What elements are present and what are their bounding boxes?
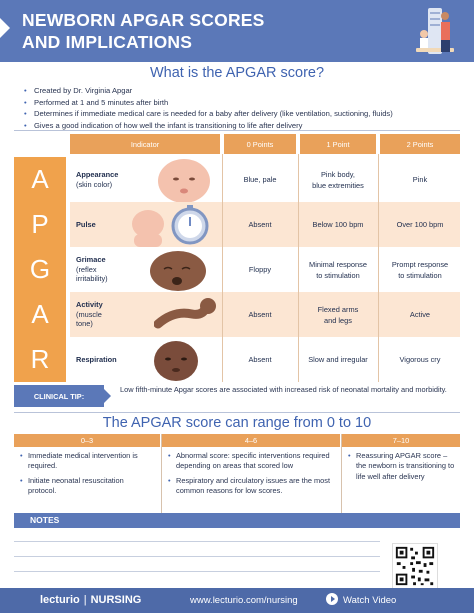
intro-bullet: • Gives a good indication of how well the infant is transitioning to life after delivery (28, 120, 458, 132)
column-header-1-point: 1 Point (300, 134, 376, 154)
watch-video-button[interactable]: Watch Video (326, 588, 396, 613)
qr-code-icon[interactable] (392, 543, 438, 589)
cell-2-points: Active (409, 310, 431, 319)
apgar-letter: A (14, 157, 66, 202)
cell-2-points: Pink (412, 175, 428, 184)
cell-0-points: Blue, pale (243, 175, 277, 184)
cell-1-point: Flexed arms and legs (317, 304, 359, 325)
header-banner (0, 0, 474, 62)
intro-bullet-list (28, 85, 458, 132)
notes-label: NOTES (30, 515, 60, 525)
apgar-letter: G (14, 247, 66, 292)
range-item: • Respiratory and circulatory issues are the most common reasons for low scores. (168, 476, 336, 497)
notes-line (14, 556, 380, 557)
indicator-name: Pulse (76, 219, 96, 229)
column-divider (341, 434, 342, 514)
indicator-name: Respiration (76, 354, 117, 364)
range-header-4-6: 4–6 (162, 434, 340, 447)
footer-bar (0, 588, 474, 613)
indicator-name: Grimace (76, 255, 106, 265)
indicator-cell (70, 202, 220, 247)
apgar-letter: P (14, 202, 66, 247)
range-column-7-10 (348, 451, 456, 486)
indicator-name: Appearance (76, 170, 119, 179)
column-divider (378, 154, 379, 382)
notes-line (14, 541, 380, 542)
notes-bar (14, 513, 460, 528)
table-row-pulse (14, 202, 460, 247)
range-header-0-3: 0–3 (14, 434, 160, 447)
table-row-grimace (14, 247, 460, 292)
play-icon (326, 593, 338, 605)
cell-0-points: Absent (248, 310, 272, 319)
cell-2-points: Vigorous cry (399, 355, 441, 364)
cell-1-point: Minimal response to stimulation (309, 259, 367, 280)
intro-bullet: • Determines if immediate medical care is needed for a baby after delivery (like ventilation, suctioning, fluids) (28, 108, 458, 120)
cell-1-point: Pink body, blue extremities (312, 169, 364, 190)
baby-with-stopwatch-illustration (116, 204, 216, 247)
cell-0-points: Floppy (248, 265, 272, 274)
header-arrow-icon (0, 18, 10, 38)
indicator-cell (70, 292, 220, 337)
baby-crying-illustration (136, 247, 216, 292)
section-title-range: The APGAR score can range from 0 to 10 (102, 415, 372, 431)
clinical-tip-text: Low fifth-minute Apgar scores are associated with increased risk of neonatal mortality and morbidity. (120, 385, 447, 394)
apgar-letter: R (14, 337, 66, 382)
indicator-cell (70, 337, 220, 382)
range-item: • Abnormal score: specific interventions required depending on areas that scored low (168, 451, 336, 472)
cell-0-points: Absent (248, 355, 272, 364)
indicator-sub: (skin color) (76, 179, 113, 189)
range-header-7-10: 7–10 (342, 434, 460, 447)
apgar-table (14, 134, 460, 382)
column-header-2-points: 2 Points (380, 134, 460, 154)
column-header-0-points: 0 Points (224, 134, 296, 154)
indicator-cell (70, 157, 220, 202)
cell-2-points: Over 100 bpm (396, 220, 444, 229)
cell-2-points: Prompt response to stimulation (391, 259, 449, 280)
section-title-what-is: What is the APGAR score? (149, 65, 325, 81)
brand-logo[interactable]: lecturio | NURSING (40, 594, 142, 606)
baby-hand-illustration (154, 294, 218, 336)
baby-face-pink-illustration (148, 155, 214, 203)
indicator-sub: (reflex irritability) (76, 264, 108, 284)
range-item: • Immediate medical intervention is required. (20, 451, 154, 472)
cell-1-point: Slow and irregular (308, 355, 368, 364)
table-row-respiration (14, 337, 460, 382)
divider (14, 412, 460, 413)
clinical-tip-label: CLINICAL TIP: (14, 385, 104, 407)
cell-1-point: Below 100 bpm (312, 220, 364, 229)
column-divider (222, 154, 223, 382)
indicator-sub: (muscle tone) (76, 309, 102, 329)
nurse-measuring-baby-illustration (410, 4, 460, 58)
page-title: NEWBORN APGAR SCORES AND IMPLICATIONS (22, 10, 265, 52)
clinical-tip (14, 385, 460, 407)
cell-0-points: Absent (248, 220, 272, 229)
divider (14, 130, 460, 131)
column-header-indicator: Indicator (70, 134, 220, 154)
range-item: • Initiate neonatal resuscitation protocol. (20, 476, 154, 497)
table-row-activity (14, 292, 460, 337)
intro-bullet: • Performed at 1 and 5 minutes after birth (28, 97, 458, 109)
indicator-cell (70, 247, 220, 292)
baby-face-dark-illustration (146, 337, 206, 382)
website-link[interactable]: www.lecturio.com/nursing (190, 595, 298, 606)
column-divider (298, 154, 299, 382)
range-column-0-3 (20, 451, 154, 500)
range-column-4-6 (168, 451, 336, 500)
notes-line (14, 571, 380, 572)
apgar-letter: A (14, 292, 66, 337)
table-row-appearance (14, 157, 460, 202)
intro-bullet: • Created by Dr. Virginia Apgar (28, 85, 458, 97)
range-item: • Reassuring APGAR score – the newborn is transitioning to life well after delivery (348, 451, 456, 482)
column-divider (161, 434, 162, 514)
indicator-name: Activity (76, 300, 103, 310)
